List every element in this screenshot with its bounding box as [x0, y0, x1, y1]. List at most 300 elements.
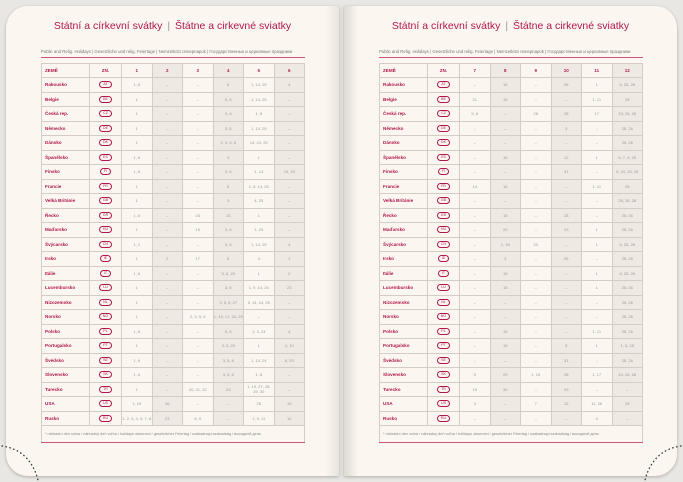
holiday-dates-cell: –: [152, 136, 183, 151]
holiday-dates-cell: 25, 26: [612, 208, 643, 223]
holiday-dates-cell: 4: [274, 78, 305, 93]
holiday-dates-cell: –: [582, 121, 613, 136]
country-name: Polsko: [380, 324, 428, 339]
holiday-dates-cell: 1: [244, 339, 275, 354]
country-code-badge: [90, 150, 122, 165]
country-name: USA: [42, 397, 90, 412]
holiday-dates-cell: 1: [122, 121, 153, 136]
holiday-dates-cell: 25, 26, 28: [612, 194, 643, 209]
holiday-dates-cell: 1: [582, 150, 613, 165]
holiday-dates-cell: 1, 9, 11: [244, 411, 275, 426]
holiday-dates-cell: 25, 26: [612, 136, 643, 151]
table-row: [380, 310, 643, 325]
country-code: NO: [437, 313, 450, 320]
holiday-dates-cell: 23: [274, 281, 305, 296]
table-row: [42, 310, 305, 325]
country-code-badge: [428, 397, 460, 412]
holiday-dates-cell: 3: [213, 194, 244, 209]
country-code: BE: [437, 96, 450, 103]
country-name: Itálie: [380, 266, 428, 281]
holiday-dates-cell: 15: [490, 179, 521, 194]
country-name: Španělsko: [42, 150, 90, 165]
holiday-dates-cell: 4, 25: [244, 194, 275, 209]
holiday-dates-cell: –: [274, 179, 305, 194]
holiday-dates-cell: 1, 14, 25: [244, 121, 275, 136]
table-row: [380, 281, 643, 296]
holiday-dates-cell: –: [521, 136, 552, 151]
table-row: [380, 339, 643, 354]
holiday-dates-cell: –: [152, 121, 183, 136]
holiday-dates-cell: 20: [490, 223, 521, 238]
title-separator: |: [167, 20, 171, 32]
holiday-dates-cell: 12: [551, 150, 582, 165]
country-code: FR: [437, 183, 450, 190]
table-row: [42, 295, 305, 310]
country-code-badge: [90, 266, 122, 281]
holiday-dates-cell: 5, 6, 25: [213, 266, 244, 281]
holiday-dates-cell: 15: [490, 92, 521, 107]
table-row: [380, 179, 643, 194]
table-row: [42, 194, 305, 209]
country-code: GB: [99, 197, 112, 204]
holiday-dates-cell: 1: [582, 281, 613, 296]
holiday-dates-cell: 6: [213, 78, 244, 93]
country-code-badge: [428, 165, 460, 180]
holiday-dates-cell: –: [490, 295, 521, 310]
footnote-row: [380, 426, 643, 443]
holiday-dates-cell: 20, 21, 22: [183, 382, 214, 397]
holiday-dates-cell: 1, 25: [244, 223, 275, 238]
holiday-dates-cell: –: [152, 92, 183, 107]
table-row: [42, 382, 305, 397]
table-row: [42, 179, 305, 194]
holiday-dates-cell: 1, 3, 24: [244, 324, 275, 339]
holiday-dates-cell: –: [183, 92, 214, 107]
holiday-dates-cell: –: [551, 324, 582, 339]
holiday-dates-cell: –: [274, 223, 305, 238]
country-code-badge: [90, 310, 122, 325]
holiday-dates-cell: –: [521, 223, 552, 238]
country-code-badge: [428, 237, 460, 252]
holiday-dates-cell: –: [183, 237, 214, 252]
holiday-dates-cell: –: [152, 281, 183, 296]
holiday-dates-cell: 6, 20: [274, 353, 305, 368]
holiday-dates-cell: 4, 10: [274, 339, 305, 354]
holiday-dates-cell: –: [274, 194, 305, 209]
country-code-badge: [90, 121, 122, 136]
country-code: IE: [438, 255, 449, 262]
country-code-badge: [428, 295, 460, 310]
country-code-badge: [90, 295, 122, 310]
holiday-dates-cell: 1, 6: [122, 324, 153, 339]
holiday-dates-cell: –: [521, 324, 552, 339]
holiday-dates-cell: –: [460, 237, 491, 252]
holiday-dates-cell: 1, 8: [244, 107, 275, 122]
country-name: Polsko: [42, 324, 90, 339]
country-name: Irsko: [42, 252, 90, 267]
table-row: [42, 150, 305, 165]
header-row: [42, 64, 305, 78]
holiday-dates-cell: –: [582, 136, 613, 151]
country-code: RU: [437, 415, 450, 422]
holiday-dates-cell: –: [612, 382, 643, 397]
holiday-dates-cell: 3, 6: [213, 165, 244, 180]
holiday-dates-cell: 1, 9, 14, 25: [244, 281, 275, 296]
table-row: [380, 397, 643, 412]
holiday-dates-cell: 15: [490, 266, 521, 281]
country-code: CH: [99, 241, 112, 248]
country-code: US: [437, 400, 450, 407]
holiday-dates-cell: –: [274, 295, 305, 310]
country-name: Česká rep.: [42, 107, 90, 122]
holiday-dates-cell: –: [551, 237, 582, 252]
country-code: SE: [99, 357, 112, 364]
holiday-dates-cell: –: [274, 208, 305, 223]
holiday-dates-cell: 25: [244, 397, 275, 412]
holiday-dates-cell: –: [582, 165, 613, 180]
holiday-dates-cell: 5: [460, 368, 491, 383]
country-name: Švýcarsko: [42, 237, 90, 252]
title-slovak: Štátne a cirkevné sviatky: [512, 20, 630, 32]
holiday-dates-cell: –: [152, 165, 183, 180]
holiday-dates-cell: –: [152, 310, 183, 325]
holiday-dates-cell: –: [152, 107, 183, 122]
country-code: GB: [437, 197, 450, 204]
country-code-badge: [428, 382, 460, 397]
country-name: Lucembursko: [42, 281, 90, 296]
country-code-badge: [428, 194, 460, 209]
holiday-dates-cell: 1, 19, 27, 28, 29, 30: [244, 382, 275, 397]
table-row: [42, 397, 305, 412]
holiday-dates-cell: 3, 6: [213, 223, 244, 238]
country-name: Nizozemsko: [380, 295, 428, 310]
holiday-dates-cell: 15: [490, 339, 521, 354]
header-month: 6: [274, 64, 305, 78]
country-name: Česká rep.: [380, 107, 428, 122]
header-month: 4: [213, 64, 244, 78]
header-row: [380, 64, 643, 78]
holiday-dates-cell: 1, 14, 25: [244, 237, 275, 252]
table-row: [380, 208, 643, 223]
holiday-dates-cell: 1: [274, 252, 305, 267]
top-rule: [379, 57, 643, 58]
holiday-dates-cell: –: [582, 310, 613, 325]
holiday-dates-cell: 2, 3, 5, 6: [183, 310, 214, 325]
holiday-dates-cell: –: [521, 92, 552, 107]
holiday-dates-cell: 5, 6: [213, 92, 244, 107]
holiday-dates-cell: 1, 14, 25: [244, 92, 275, 107]
holiday-dates-cell: –: [460, 194, 491, 209]
country-name: Maďarsko: [380, 223, 428, 238]
country-code: LU: [99, 284, 112, 291]
holiday-dates-cell: 1, 17: [582, 368, 613, 383]
country-name: Finsko: [42, 165, 90, 180]
table-row: [42, 368, 305, 383]
country-code-badge: [90, 353, 122, 368]
header-code: ZN.: [428, 64, 460, 78]
holiday-dates-cell: –: [152, 266, 183, 281]
country-code-badge: [428, 266, 460, 281]
holiday-dates-cell: 14, 24, 25: [244, 136, 275, 151]
holiday-dates-cell: 19, 20: [274, 165, 305, 180]
holiday-dates-cell: –: [152, 78, 183, 93]
country-code: DE: [99, 125, 112, 132]
holiday-dates-cell: –: [521, 208, 552, 223]
country-code: NO: [99, 313, 112, 320]
holiday-dates-cell: 15: [490, 150, 521, 165]
country-name: Finsko: [380, 165, 428, 180]
holiday-dates-cell: 23: [152, 411, 183, 426]
country-name: Norsko: [380, 310, 428, 325]
holiday-dates-cell: –: [490, 165, 521, 180]
holiday-dates-cell: 15: [490, 324, 521, 339]
holiday-dates-cell: 1, 6: [122, 78, 153, 93]
holiday-dates-cell: 6, 7, 8, 25: [612, 150, 643, 165]
table-row: [380, 324, 643, 339]
country-name: Turecko: [380, 382, 428, 397]
holiday-dates-cell: –: [274, 310, 305, 325]
holiday-dates-cell: –: [183, 179, 214, 194]
holiday-dates-cell: –: [521, 121, 552, 136]
table-row: [42, 324, 305, 339]
holiday-dates-cell: 1: [122, 382, 153, 397]
holiday-dates-cell: 24, 25, 26: [612, 368, 643, 383]
holiday-table-right: [379, 63, 643, 443]
holiday-dates-cell: –: [551, 136, 582, 151]
holiday-dates-cell: –: [244, 310, 275, 325]
country-name: Belgie: [42, 92, 90, 107]
table-row: [42, 223, 305, 238]
holiday-dates-cell: 1, 14, 24: [244, 353, 275, 368]
holiday-dates-cell: 1, 6: [122, 368, 153, 383]
country-code: LU: [437, 284, 450, 291]
header-month: 7: [460, 64, 491, 78]
table-row: [380, 266, 643, 281]
holiday-dates-cell: 1, 14, 25: [244, 78, 275, 93]
country-code: TR: [99, 386, 112, 393]
country-code: TR: [437, 386, 450, 393]
holiday-dates-cell: 8, 25, 26: [612, 266, 643, 281]
country-name: Lucembursko: [380, 281, 428, 296]
holiday-dates-cell: –: [490, 310, 521, 325]
holiday-dates-cell: 3, 5, 6, 27: [213, 295, 244, 310]
country-code-badge: [90, 107, 122, 122]
holiday-dates-cell: 15: [490, 208, 521, 223]
holiday-dates-cell: –: [521, 281, 552, 296]
country-code: FI: [100, 168, 111, 175]
holiday-dates-cell: –: [152, 353, 183, 368]
footnote: * náhradní den volna / náhradný deň voľna / holidays observed / gesetzlicher Feiertag / szabadnapi szabadság / выходной день: [380, 426, 643, 443]
holiday-dates-cell: 1: [244, 150, 275, 165]
table-row: [42, 107, 305, 122]
holiday-dates-cell: 31: [551, 353, 582, 368]
holiday-dates-cell: 21: [460, 92, 491, 107]
table-row: [380, 223, 643, 238]
holiday-dates-cell: 3: [551, 121, 582, 136]
table-row: [380, 252, 643, 267]
holiday-dates-cell: 16: [152, 397, 183, 412]
holiday-dates-cell: 1, 14: [244, 165, 275, 180]
header-month: 8: [490, 64, 521, 78]
country-code: GR: [99, 212, 112, 219]
header-month: 3: [183, 64, 214, 78]
subtitle: Public and Relig. Holidays | Gesetzliche und relig. Feiertage | Nemzetközi ünnepnapok | Государственные и церковные праздники: [379, 49, 631, 54]
country-name: Portugalsko: [380, 339, 428, 354]
top-rule: [41, 57, 305, 58]
holiday-dates-cell: –: [152, 208, 183, 223]
header-month: 9: [521, 64, 552, 78]
holiday-dates-cell: –: [152, 368, 183, 383]
holiday-dates-cell: 11, 26: [582, 397, 613, 412]
country-code-badge: [90, 281, 122, 296]
table-row: [42, 266, 305, 281]
table-row: [380, 237, 643, 252]
country-code-badge: [90, 165, 122, 180]
holiday-dates-cell: 1: [582, 78, 613, 93]
holiday-dates-cell: 3: [460, 397, 491, 412]
country-name: Německo: [380, 121, 428, 136]
holiday-dates-cell: –: [490, 397, 521, 412]
holiday-dates-cell: –: [551, 194, 582, 209]
holiday-dates-cell: 1: [122, 281, 153, 296]
holiday-dates-cell: 3, 6: [213, 121, 244, 136]
table-row: [380, 121, 643, 136]
holiday-dates-cell: 17: [582, 107, 613, 122]
holiday-dates-cell: 1, 8: [244, 368, 275, 383]
country-name: Velká Británie: [380, 194, 428, 209]
holiday-dates-cell: –: [152, 339, 183, 354]
country-code: RU: [99, 415, 112, 422]
country-code-badge: [428, 411, 460, 426]
holiday-dates-cell: 3, 6: [213, 237, 244, 252]
holiday-dates-cell: 7: [521, 397, 552, 412]
holiday-dates-cell: 1: [122, 310, 153, 325]
table-row: [380, 194, 643, 209]
country-code: CZ: [437, 110, 450, 117]
holiday-dates-cell: 29: [551, 382, 582, 397]
dotted-corner-decoration: [638, 442, 683, 482]
table-row: [42, 121, 305, 136]
country-name: Francie: [380, 179, 428, 194]
table-row: [380, 78, 643, 93]
holiday-dates-cell: –: [152, 382, 183, 397]
country-code-badge: [428, 353, 460, 368]
holiday-dates-cell: –: [183, 266, 214, 281]
country-name: Švýcarsko: [380, 237, 428, 252]
country-code-badge: [428, 107, 460, 122]
holiday-dates-cell: –: [582, 382, 613, 397]
table-row: [380, 295, 643, 310]
table-row: [380, 107, 643, 122]
holiday-dates-cell: –: [460, 223, 491, 238]
holiday-dates-cell: –: [152, 237, 183, 252]
holiday-dates-cell: 24, 25, 26: [612, 107, 643, 122]
holiday-dates-cell: 5, 14, 24, 25: [244, 295, 275, 310]
footnote: * náhradní den volna / náhradný deň voľna / holidays observed / gesetzlicher Feiertag / szabadnapi szabadság / выходной день: [42, 426, 305, 443]
country-code: PT: [99, 342, 112, 349]
holiday-dates-cell: 3: [213, 150, 244, 165]
footnote-row: [42, 426, 305, 443]
holiday-dates-cell: –: [183, 107, 214, 122]
title-czech: Státní a církevní svátky: [53, 20, 163, 32]
country-name: Švédsko: [42, 353, 90, 368]
holiday-dates-cell: 28: [551, 107, 582, 122]
holiday-dates-cell: 25: [612, 397, 643, 412]
country-code-badge: [428, 150, 460, 165]
right-page: [344, 6, 677, 476]
holiday-dates-cell: –: [490, 136, 521, 151]
holiday-dates-cell: 1: [122, 92, 153, 107]
country-name: Turecko: [42, 382, 90, 397]
holiday-dates-cell: 4: [582, 411, 613, 426]
country-code: PL: [437, 328, 449, 335]
holiday-dates-cell: –: [490, 121, 521, 136]
holiday-dates-cell: 1: [582, 223, 613, 238]
holiday-dates-cell: 1: [582, 237, 613, 252]
table-row: [42, 353, 305, 368]
bottom-rule: [379, 442, 643, 443]
country-name: Dánsko: [42, 136, 90, 151]
country-name: Irsko: [380, 252, 428, 267]
holiday-dates-cell: 8, 25, 26: [612, 78, 643, 93]
holiday-dates-cell: –: [460, 295, 491, 310]
header-country: ZEMĚ: [42, 64, 90, 78]
holiday-dates-cell: 1: [122, 179, 153, 194]
holiday-dates-cell: 3, 6: [213, 281, 244, 296]
holiday-dates-cell: 3, 5, 6: [213, 353, 244, 368]
holiday-table-left: [41, 63, 305, 443]
holiday-dates-cell: 1, 8, 14, 25: [244, 179, 275, 194]
holiday-dates-cell: 1: [122, 107, 153, 122]
holiday-dates-cell: –: [274, 382, 305, 397]
holiday-dates-cell: –: [612, 411, 643, 426]
holiday-dates-cell: 2, 3, 5, 6: [213, 136, 244, 151]
table-row: [42, 237, 305, 252]
table-row: [42, 136, 305, 151]
holiday-dates-cell: –: [551, 179, 582, 194]
country-code-badge: [90, 92, 122, 107]
holiday-dates-cell: 1, 14, 17, 24, 25: [213, 310, 244, 325]
holiday-dates-cell: –: [213, 397, 244, 412]
page-title: [6, 20, 339, 32]
country-code: AT: [99, 81, 111, 88]
holiday-dates-cell: –: [521, 165, 552, 180]
country-name: Rusko: [380, 411, 428, 426]
holiday-dates-cell: 26: [551, 252, 582, 267]
country-code-badge: [90, 252, 122, 267]
holiday-dates-cell: 1, 6: [122, 353, 153, 368]
country-name: Nizozemsko: [42, 295, 90, 310]
holiday-dates-cell: –: [213, 411, 244, 426]
table-row: [42, 281, 305, 296]
holiday-dates-cell: –: [582, 295, 613, 310]
country-name: Portugalsko: [42, 339, 90, 354]
header-code: ZN.: [90, 64, 122, 78]
holiday-dates-cell: –: [460, 266, 491, 281]
holiday-dates-cell: –: [582, 252, 613, 267]
country-code-badge: [428, 179, 460, 194]
holiday-dates-cell: 5, 6: [460, 107, 491, 122]
holiday-dates-cell: 1, 6: [122, 165, 153, 180]
holiday-dates-cell: 1, 8, 25: [612, 339, 643, 354]
title-czech: Státní a církevní svátky: [391, 20, 501, 32]
holiday-dates-cell: 25, 26: [612, 121, 643, 136]
holiday-dates-cell: 1, 11: [582, 179, 613, 194]
country-code: FI: [438, 168, 449, 175]
holiday-dates-cell: –: [274, 150, 305, 165]
holiday-dates-cell: –: [521, 310, 552, 325]
holiday-dates-cell: –: [551, 92, 582, 107]
